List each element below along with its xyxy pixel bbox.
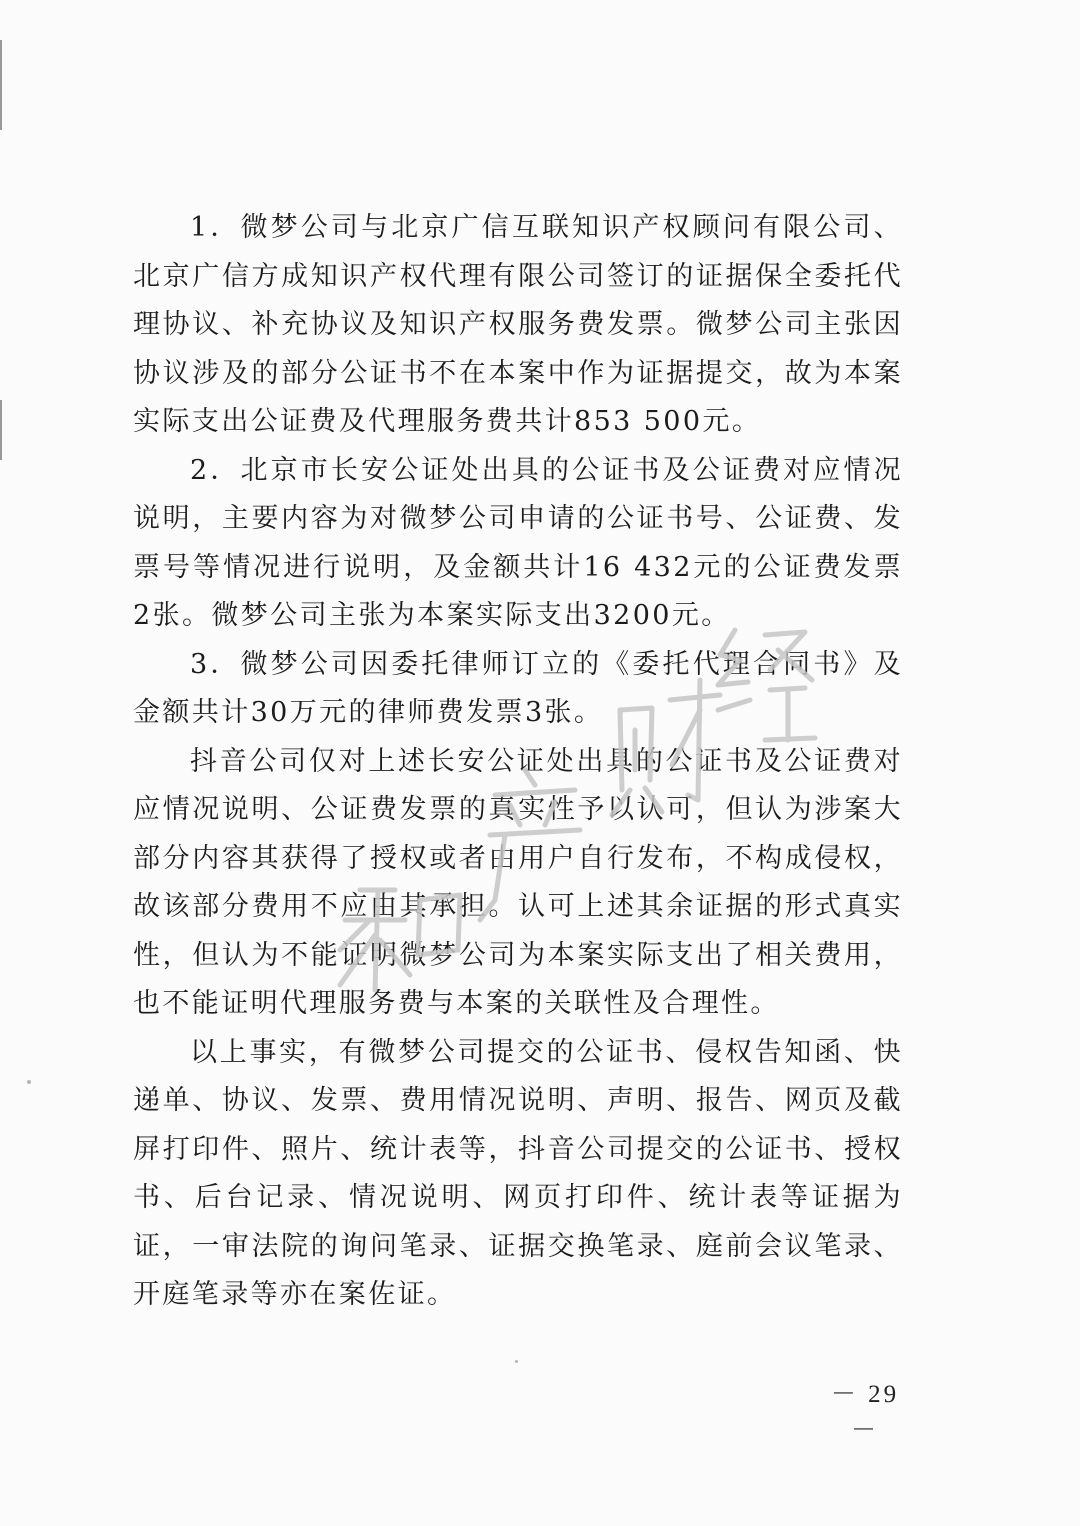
scan-speck [515,1360,518,1363]
paragraph-1: 1．微梦公司与北京广信互联知识产权顾问有限公司、北京广信方成知识产权代理有限公司签订的证据保全委托代理协议、补充协议及知识产权服务费发票。微梦公司主张因协议涉及的部分公证书不在本案中作为证据提交，故为本案实际支出公证费及代理服务费共计853 500元。 [133,212,903,437]
paragraph-4: 抖音公司仅对上述长安公证处出具的公证书及公证费对应情况说明、公证费发票的真实性予以认可，但认为涉案大部分内容其获得了授权或者由用户自行发布，不构成侵权，故该部分费用不应由其承担。认可上述其余证据的形式真实性，但认为不能证明微梦公司为本案实际支出了相关费用，也不能证明代理服务费与本案的关联性及合理性。 [133,745,903,1019]
scan-edge-mark [0,40,2,130]
document-body [133,204,903,1320]
scan-speck [27,1080,31,1084]
page-number: － 29 － [830,1381,900,1444]
paragraph-3: 3．微梦公司因委托律师订立的《委托代理合同书》及金额共计30万元的律师费发票3张。 [133,648,903,728]
paragraph-2: 2．北京市长安公证处出具的公证书及公证费对应情况说明，主要内容为对微梦公司申请的公证书号、公证费、发票号等情况进行说明，及金额共计16 432元的公证费发票2张。微梦公司主张为本案实际支出3200元。 [133,454,903,631]
paragraph-5: 以上事实，有微梦公司提交的公证书、侵权告知函、快递单、协议、发票、费用情况说明、声明、报告、网页及截屏打印件、照片、统计表等，抖音公司提交的公证书、授权书、后台记录、情况说明、网页打印件、统计表等证据为证，一审法院的询问笔录、证据交换笔录、庭前会议笔录、开庭笔录等亦在案佐证。 [133,1036,903,1310]
scan-edge-mark [0,400,2,460]
